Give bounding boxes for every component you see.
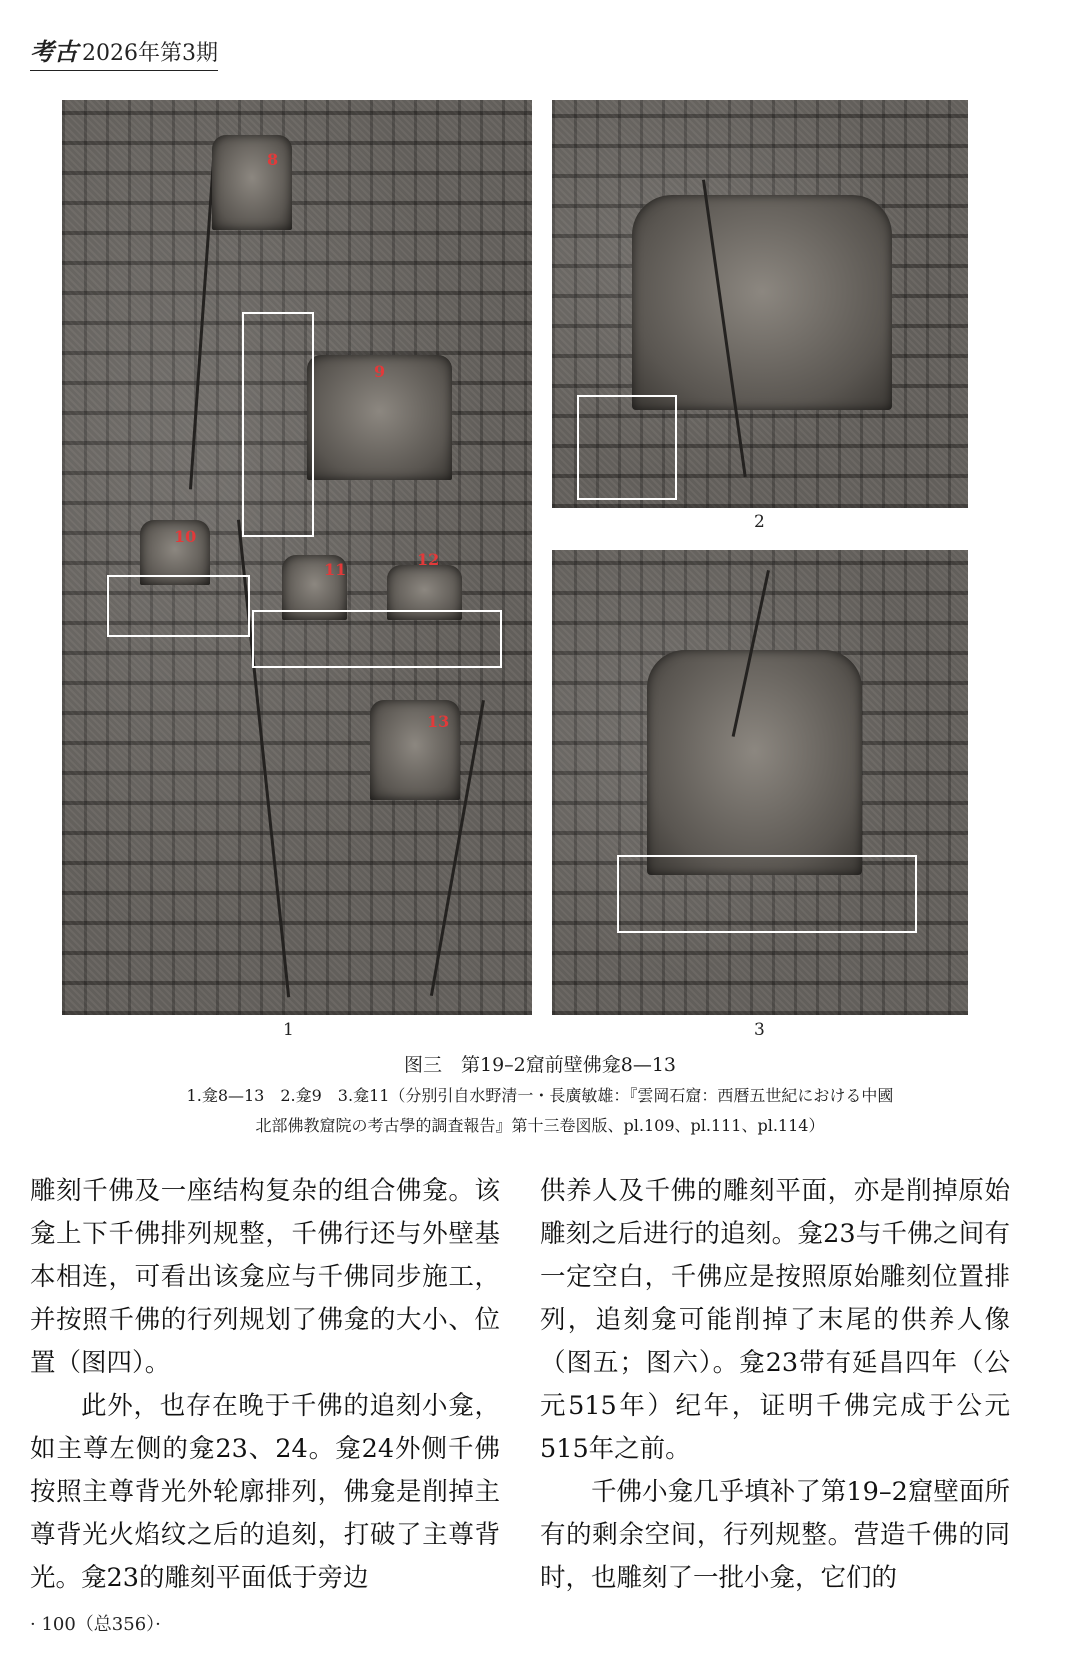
highlight-frame <box>577 395 677 500</box>
body-column-right <box>540 1170 1010 1600</box>
body-column-left <box>30 1170 500 1600</box>
body-paragraph: 供养人及千佛的雕刻平面，亦是削掉原始雕刻之后进行的追刻。龛23与千佛之间有一定空白，千佛应是按照原始雕刻位置排列，追刻龛可能削掉了末尾的供养人像（图五；图六）。龛23带有延昌四年（公元515年）纪年，证明千佛完成于公元515年之前。 <box>540 1176 1010 1464</box>
journal-logo: 考古 <box>30 37 78 66</box>
issue-label: 2026年第3期 <box>82 41 218 66</box>
body-paragraph: 雕刻千佛及一座结构复杂的组合佛龛。该龛上下千佛排列规整，千佛行还与外壁基本相连，可看出该龛应与千佛同步施工，并按照千佛的行列规划了佛龛的大小、位置（图四）。 <box>30 1176 500 1378</box>
niche-9-closeup <box>632 195 892 410</box>
niche-label: 10 <box>174 527 197 546</box>
niche-label: 13 <box>427 712 450 731</box>
highlight-frame-niche-9 <box>242 312 314 537</box>
figure-panel-1-photo <box>62 100 532 1015</box>
panel-number-3: 3 <box>754 1020 765 1040</box>
figure-panel-2-photo <box>552 100 968 508</box>
niche-8 <box>212 135 292 230</box>
figure-caption-line-2: 北部佛教窟院の考古學的調査報告』第十三卷図版、pl.109、pl.111、pl.114） <box>255 1116 825 1135</box>
figure-title: 图三 第19–2窟前壁佛龛8—13 <box>403 1054 677 1076</box>
body-paragraph: 千佛小龛几乎填补了第19–2窟壁面所有的剩余空间，行列规整。营造千佛的同时，也雕刻了一批小龛，它们的 <box>540 1477 1010 1593</box>
niche-label: 12 <box>417 550 440 569</box>
niche-label: 11 <box>324 560 347 579</box>
niche-11-closeup <box>647 650 862 875</box>
highlight-frame <box>617 855 917 933</box>
figure-caption-line-1: 1.龛8—13 2.龛9 3.龛11（分别引自水野清一・長廣敏雄：『雲岡石窟：西暦五世紀における中國 <box>186 1086 894 1105</box>
panel-number-1: 1 <box>283 1020 294 1040</box>
figure-panel-3-photo <box>552 550 968 1015</box>
running-header <box>30 32 218 71</box>
panel-number-2: 2 <box>754 512 765 532</box>
niche-label: 9 <box>374 362 386 381</box>
highlight-frame-niche-10 <box>107 575 250 637</box>
body-paragraph: 此外，也存在晚于千佛的追刻小龛，如主尊左侧的龛23、24。龛24外侧千佛按照主尊背光外轮廓排列，佛龛是削掉主尊背光火焰纹之后的追刻，打破了主尊背光。龛23的雕刻平面低于旁边 <box>30 1391 500 1593</box>
niche-label: 8 <box>267 150 279 169</box>
page-number: · 100（总356）· <box>30 1614 161 1635</box>
highlight-frame-niche-11-12 <box>252 610 502 668</box>
